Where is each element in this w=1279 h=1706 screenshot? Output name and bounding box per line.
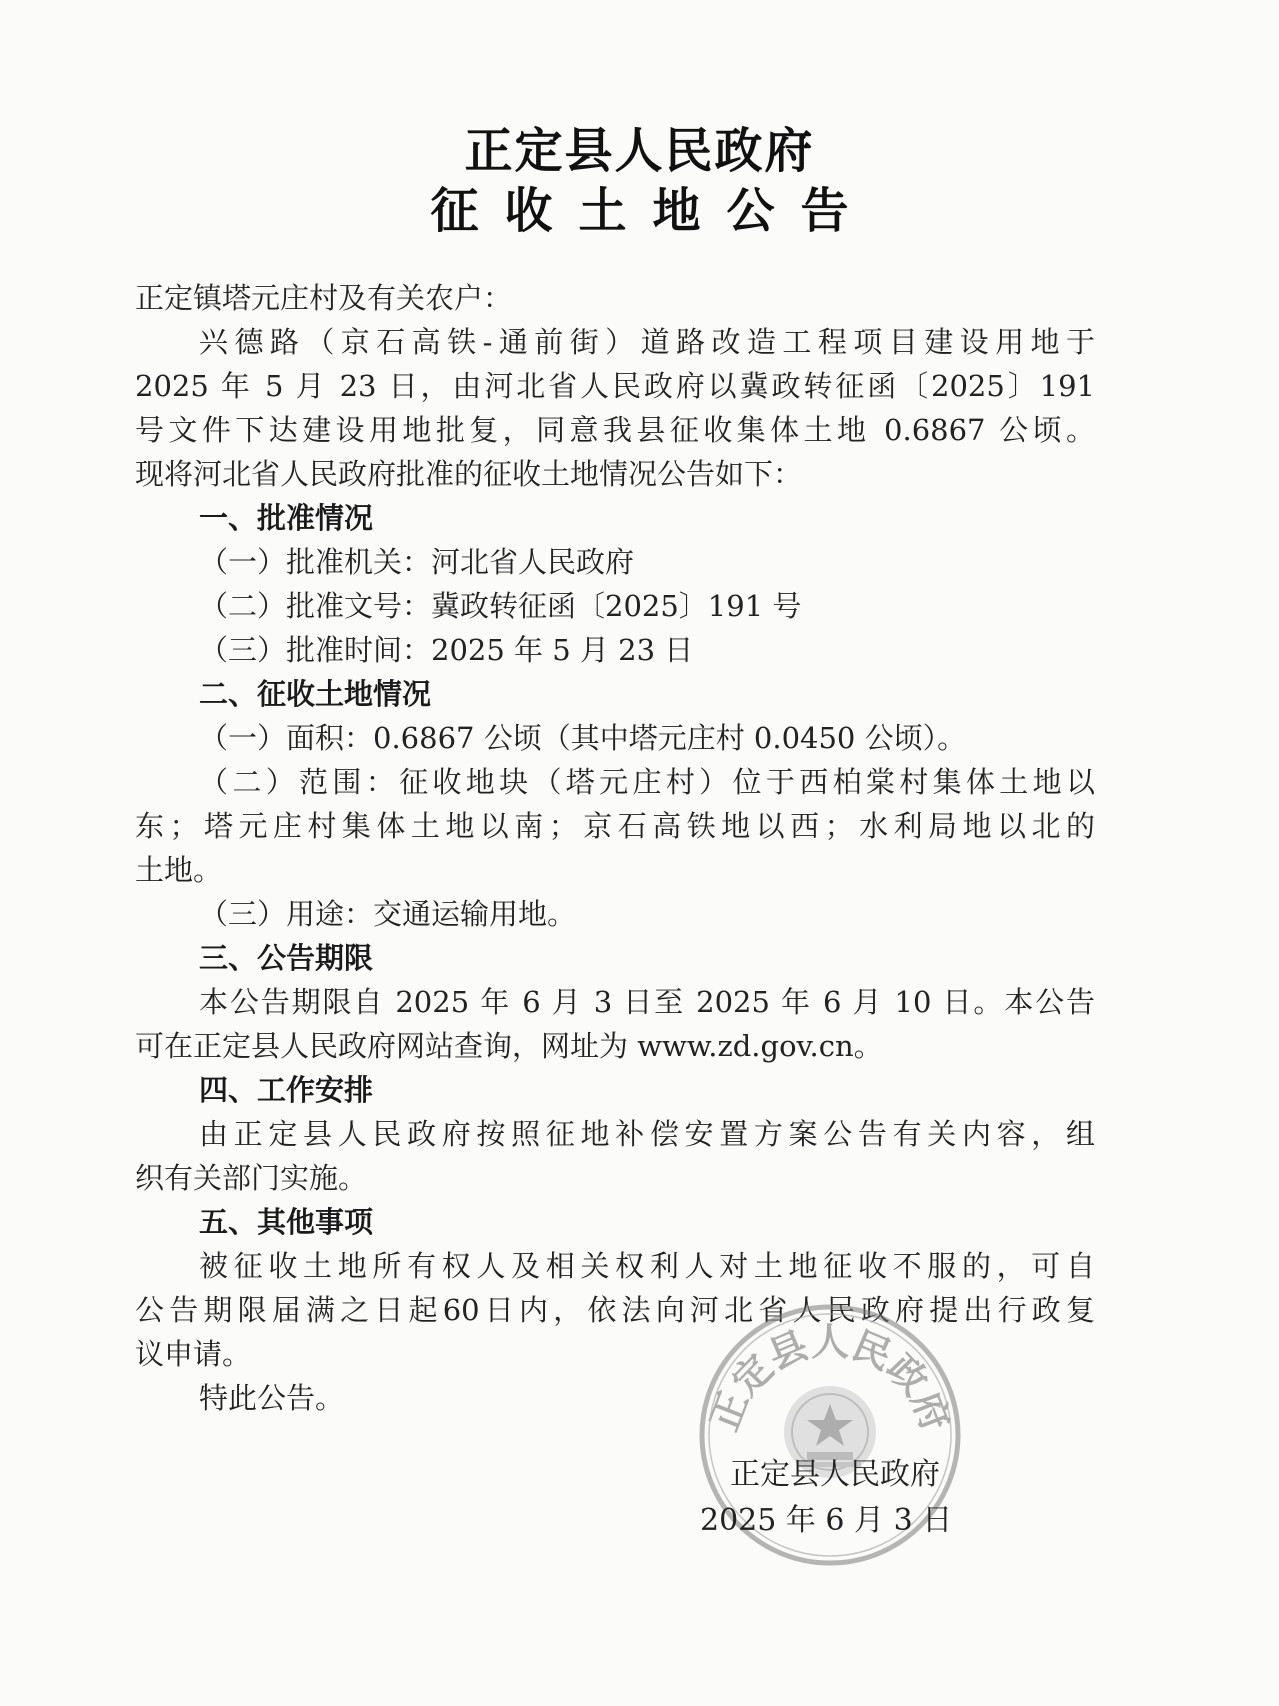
section-heading: 一、批准情况: [199, 501, 374, 535]
closing-statement: 特此公告。: [199, 1381, 345, 1415]
other-matters-line: 议申请。: [135, 1337, 252, 1371]
intro-line: 2025 年 5 月 23 日，由河北省人民政府以冀政转征函〔2025〕191: [135, 369, 1095, 403]
land-scope-line: （二）范围：征收地块（塔元庄村）位于西柏棠村集体土地以: [199, 765, 1095, 799]
land-scope-line: 土地。: [135, 853, 223, 887]
land-area: （一）面积：0.6867 公顷（其中塔元庄村 0.0450 公顷）。: [199, 721, 967, 755]
section-heading: 五、其他事项: [199, 1205, 374, 1239]
intro-line: 号文件下达建设用地批复，同意我县征收集体土地 0.6867 公顷。: [135, 413, 1095, 447]
seal-text: 正定县人民政府: [700, 1319, 960, 1437]
approval-document-number: （二）批准文号：冀政转征函〔2025〕191 号: [199, 589, 802, 623]
salutation: 正定镇塔元庄村及有关农户：: [135, 281, 513, 315]
document-subtitle: 征收土地公告: [430, 183, 875, 239]
signature-organization: 正定县人民政府: [730, 1457, 940, 1492]
intro-line: 现将河北省人民政府批准的征收土地情况公告如下：: [135, 457, 803, 491]
approval-authority: （一）批准机关：河北省人民政府: [199, 545, 635, 579]
land-use: （三）用途：交通运输用地。: [199, 897, 577, 931]
work-arrangement-line: 织有关部门实施。: [135, 1161, 368, 1195]
section-heading: 四、工作安排: [199, 1073, 374, 1107]
document-title: 正定县人民政府: [464, 123, 815, 179]
other-matters-line: 公告期限届满之日起60日内，依法向河北省人民政府提出行政复: [135, 1293, 1095, 1327]
approval-date: （三）批准时间：2025 年 5 月 23 日: [199, 633, 694, 667]
section-heading: 三、公告期限: [199, 941, 374, 975]
document-body: [135, 276, 1095, 1420]
section-heading: 二、征收土地情况: [199, 677, 432, 711]
intro-line: 兴德路（京石高铁-通前街）道路改造工程项目建设用地于: [199, 325, 1095, 359]
other-matters-line: 被征收土地所有权人及相关权利人对土地征收不服的，可自: [199, 1249, 1095, 1283]
signature-date: 2025 年 6 月 3 日: [700, 1503, 953, 1538]
notice-period-line: 可在正定县人民政府网站查询，网址为 www.zd.gov.cn。: [135, 1029, 883, 1063]
land-scope-line: 东；塔元庄村集体土地以南；京石高铁地以西；水利局地以北的: [135, 809, 1095, 843]
notice-period-line: 本公告期限自 2025 年 6 月 3 日至 2025 年 6 月 10 日。本公告: [199, 985, 1095, 1019]
signature-block: [700, 1452, 952, 1544]
work-arrangement-line: 由正定县人民政府按照征地补偿安置方案公告有关内容，组: [199, 1117, 1095, 1151]
